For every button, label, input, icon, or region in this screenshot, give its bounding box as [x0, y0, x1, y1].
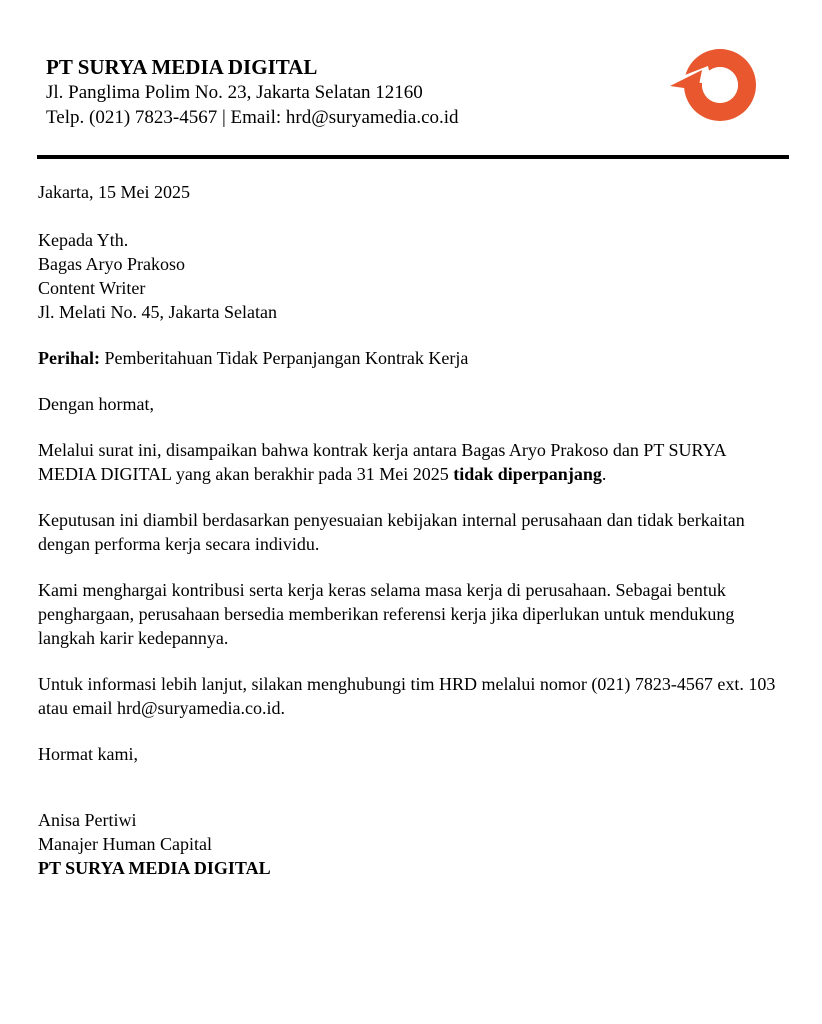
- paragraph-3: Kami menghargai kontribusi serta kerja keras selama masa kerja di perusahaan. Sebagai bentuk penghargaan, perusahaan bersedia memberikan referensi kerja jika diperlukan untuk mendukung langkah karir kedepannya.: [38, 580, 735, 648]
- recipient-block: [38, 228, 788, 324]
- place-date: Jakarta, 15 Mei 2025: [38, 182, 190, 202]
- paragraph-1-end: .: [601, 464, 607, 484]
- letterhead: [46, 54, 459, 130]
- recipient-name: Bagas Aryo Prakoso: [38, 254, 185, 274]
- subject-line: [38, 346, 788, 370]
- signature-space: [38, 766, 788, 808]
- header-divider: [37, 155, 789, 159]
- signer-company-text: PT SURYA MEDIA DIGITAL: [38, 858, 271, 878]
- subject-label: Perihal:: [38, 348, 100, 368]
- signer-name: Anisa Pertiwi: [38, 810, 137, 830]
- signer-company: [38, 856, 788, 880]
- paragraph-1-text: Melalui surat ini, disampaikan bahwa kontrak kerja antara Bagas Aryo Prakoso dan PT SURYA MEDIA DIGITAL yang akan berakhir pada 31 Mei 2025: [38, 440, 726, 484]
- recipient-position: Content Writer: [38, 278, 146, 298]
- subject-text: Pemberitahuan Tidak Perpanjangan Kontrak Kerja: [104, 348, 469, 368]
- paragraph-1: [38, 438, 788, 486]
- recipient-salutation: Kepada Yth.: [38, 230, 129, 250]
- paragraph-4: Untuk informasi lebih lanjut, silakan menghubungi tim HRD melalui nomor (021) 7823-4567 ext. 103 atau email hrd@suryamedia.co.id.: [38, 674, 776, 718]
- company-name: PT SURYA MEDIA DIGITAL: [46, 55, 318, 79]
- signer-block: [38, 808, 788, 880]
- company-logo-icon: [668, 44, 766, 126]
- signer-title: Manajer Human Capital: [38, 834, 212, 854]
- recipient-address: Jl. Melati No. 45, Jakarta Selatan: [38, 302, 277, 322]
- closing: Hormat kami,: [38, 744, 138, 764]
- greeting: Dengan hormat,: [38, 394, 154, 414]
- paragraph-2: Keputusan ini diambil berdasarkan penyesuaian kebijakan internal perusahaan dan tidak berkaitan dengan performa kerja secara individu.: [38, 510, 745, 554]
- letter-body: [38, 180, 788, 880]
- company-address: Jl. Panglima Polim No. 23, Jakarta Selatan 12160: [46, 82, 423, 103]
- paragraph-1-emphasis: tidak diperpanjang: [453, 464, 602, 484]
- company-contact: Telp. (021) 7823-4567 | Email: hrd@suryamedia.co.id: [46, 107, 459, 128]
